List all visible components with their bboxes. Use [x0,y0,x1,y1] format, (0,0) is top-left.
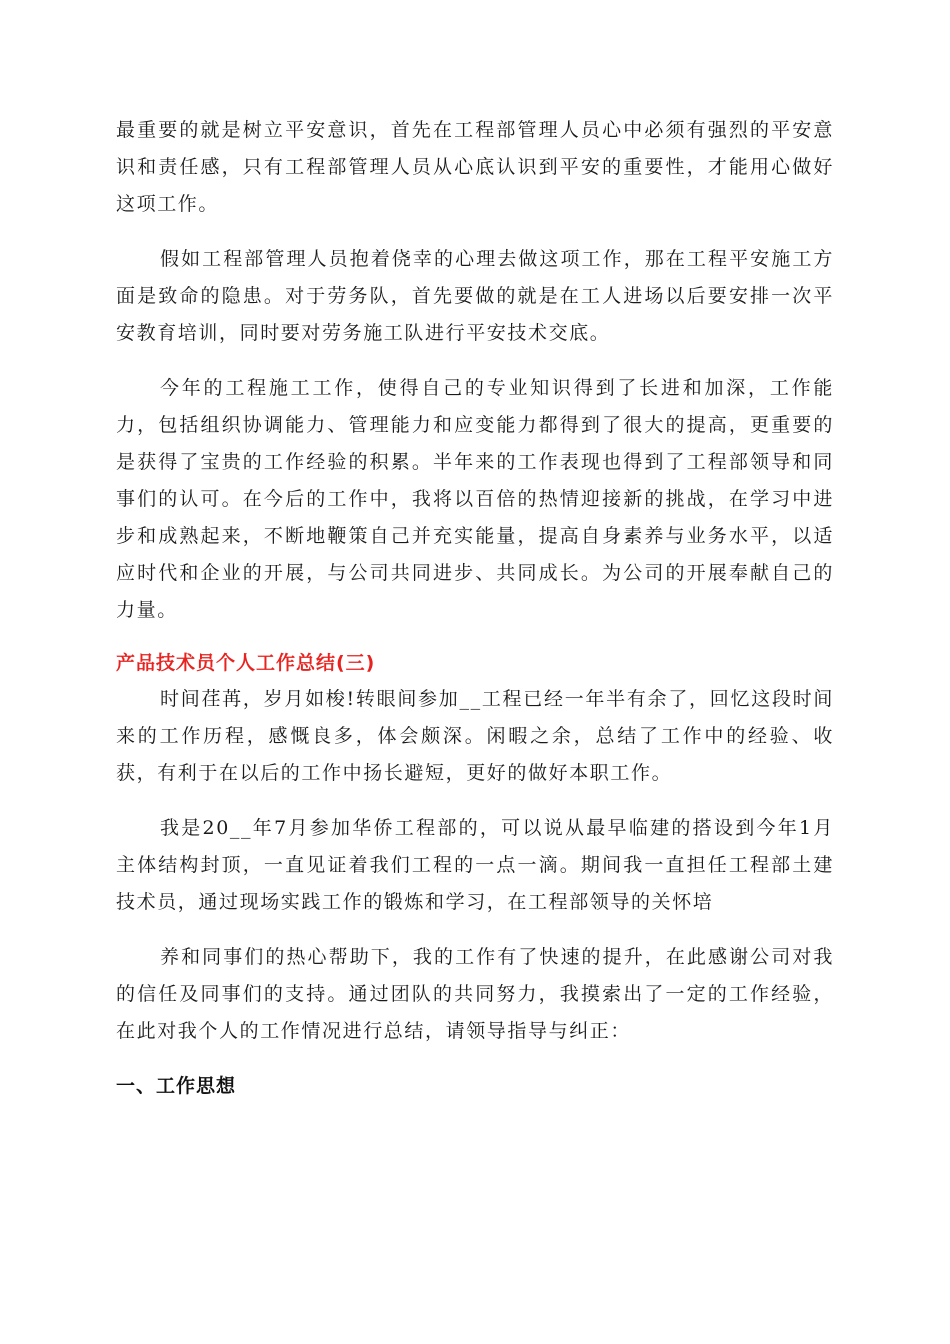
paragraph-labor-team-training: 假如工程部管理人员抱着侥幸的心理去做这项工作，那在工程平安施工方面是致命的隐患。对于劳务队，首先要做的就是在工人进场以后要安排一次平安教育培训，同时要对劳务施工队进行平安技术交底。 [116,248,834,344]
paragraph-time-flies: 时间荏苒，岁月如梭!转眼间参加__工程已经一年半有余了，回忆这段时间来的工作历程，感慨良多，体会颇深。闲暇之余，总结了工作中的经验、收获，有利于在以后的工作中扬长避短，更好的做好本职工作。 [116,688,834,784]
subheading-work-thoughts: 一、工作思想 [116,1075,237,1097]
paragraph-thanks-colleagues: 养和同事们的热心帮助下，我的工作有了快速的提升，在此感谢公司对我的信任及同事们的支持。通过团队的共同努力，我摸索出了一定的工作经验，在此对我个人的工作情况进行总结，请领导指导与纠正： [116,946,834,1042]
paragraph-joined-project: 我是20__年7月参加华侨工程部的，可以说从最早临建的搭设到今年1月主体结构封顶，一直见证着我们工程的一点一滴。期间我一直担任工程部土建技术员，通过现场实践工作的锻炼和学习，在工程部领导的关怀培 [116,817,834,913]
document-body [116,112,834,1102]
section-title: 产品技术员个人工作总结(三) [116,652,376,674]
paragraph-safety-awareness: 最重要的就是树立平安意识，首先在工程部管理人员心中必须有强烈的平安意识和责任感，只有工程部管理人员从心底认识到平安的重要性，才能用心做好这项工作。 [116,119,834,215]
paragraph-year-summary: 今年的工程施工工作，使得自己的专业知识得到了长进和加深，工作能力，包括组织协调能力、管理能力和应变能力都得到了很大的提高，更重要的是获得了宝贵的工作经验的积累。半年来的工作表现也得到了工程部领导和同事们的认可。在今后的工作中，我将以百倍的热情迎接新的挑战，在学习中进步和成熟起来，不断地鞭策自己并充实能量，提高自身素养与业务水平，以适应时代和企业的开展，与公司共同进步、共同成长。为公司的开展奉献自己的力量。 [116,377,834,621]
